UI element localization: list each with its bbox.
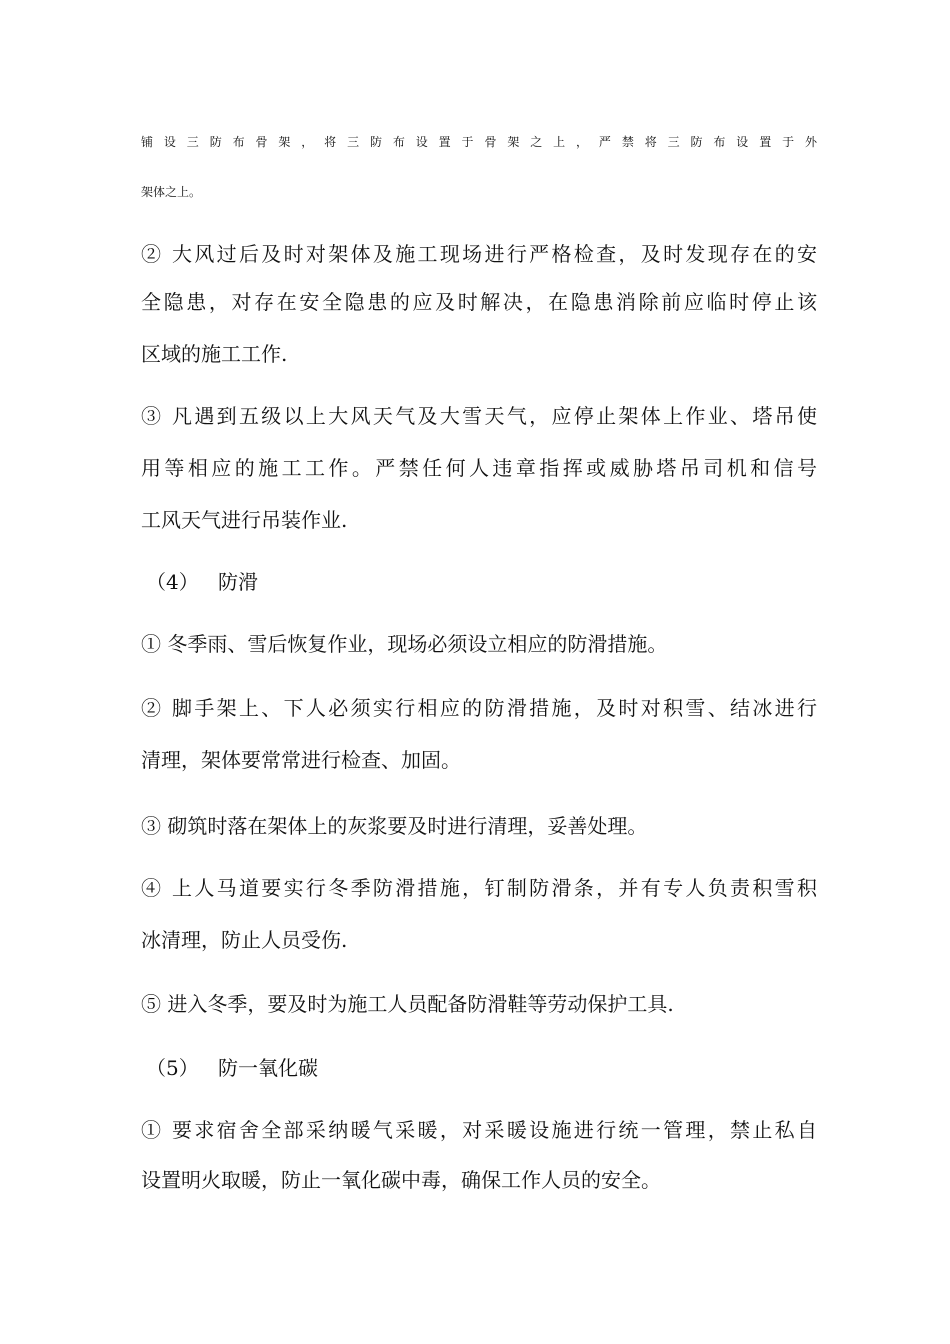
section-5-heading <box>146 1054 318 1082</box>
wind-item-3-line-3: 工风天气进行吊装作业. <box>141 508 348 532</box>
slip-item-3: ③ 砌筑时落在架体上的灰浆要及时进行清理，妥善处理。 <box>141 814 648 838</box>
co-item-1-line-2: 设置明火取暖，防止一氧化碳中毒，确保工作人员的安全。 <box>141 1168 661 1192</box>
section-4-title: 防滑 <box>218 570 258 594</box>
wind-item-3-line-2: 用等相应的施工工作。严禁任何人违章指挥或威胁塔吊司机和信号 <box>141 456 817 480</box>
wind-item-2-line-3: 区域的施工工作. <box>141 342 288 366</box>
slip-item-2-line-2: 清理，架体要常常进行检查、加固。 <box>141 748 461 772</box>
section-5-number: （5） <box>146 1056 199 1080</box>
wind-item-3-line-1: ③ 凡遇到五级以上大风天气及大雪天气，应停止架体上作业、塔吊使 <box>141 404 817 428</box>
slip-item-1: ① 冬季雨、雪后恢复作业，现场必须设立相应的防滑措施。 <box>141 632 668 656</box>
slip-item-5: ⑤ 进入冬季，要及时为施工人员配备防滑鞋等劳动保护工具. <box>141 992 674 1016</box>
intro-line-2: 架体之上。 <box>141 185 202 199</box>
intro-line-1: 铺 设 三 防 布 骨 架 ， 将 三 防 布 设 置 于 骨 架 之 上 ， 严 禁 将 三 防 布 设 置 于 外 <box>141 135 817 149</box>
slip-item-2-line-1: ② 脚手架上、下人必须实行相应的防滑措施，及时对积雪、结冰进行 <box>141 696 817 720</box>
section-4-heading <box>146 568 258 596</box>
co-item-1-line-1: ① 要求宿舍全部采纳暖气采暖，对采暖设施进行统一管理，禁止私自 <box>141 1118 817 1142</box>
slip-item-4-line-1: ④ 上人马道要实行冬季防滑措施，钉制防滑条，并有专人负责积雪积 <box>141 876 817 900</box>
section-4-number: （4） <box>146 570 199 594</box>
wind-item-2-line-2: 全隐患，对存在安全隐患的应及时解决，在隐患消除前应临时停止该 <box>141 290 817 314</box>
section-5-title: 防一氧化碳 <box>218 1056 318 1080</box>
wind-item-2-line-1: ② 大风过后及时对架体及施工现场进行严格检查，及时发现存在的安 <box>141 242 817 266</box>
slip-item-4-line-2: 冰清理，防止人员受伤. <box>141 928 348 952</box>
